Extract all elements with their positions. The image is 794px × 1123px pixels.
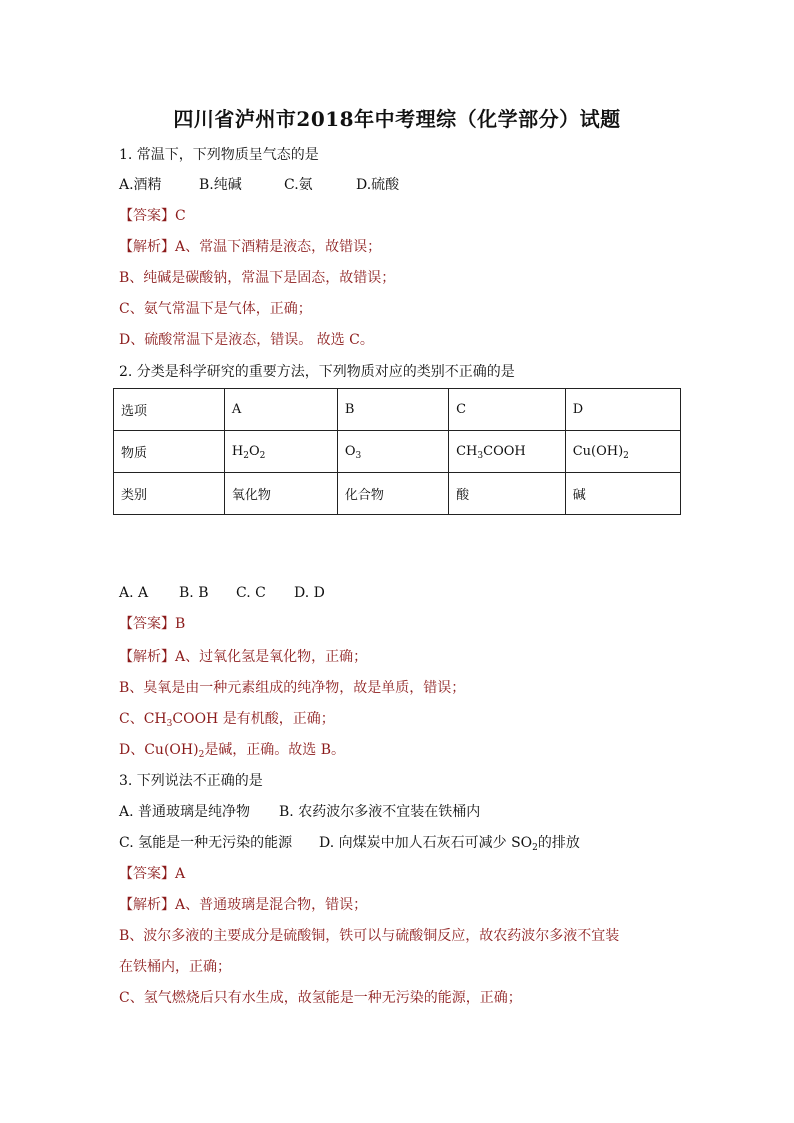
q2-analysis-line: D、$Cu(OH)_2$是碱，正确。故选 B。 [119,742,346,760]
q2-option-d: D. D [294,585,325,601]
q2-stem: 2. 分类是科学研究的重要方法，下列物质对应的类别不正确的是 [119,364,515,380]
q1-analysis-line: D、硫酸常温下是液态，错误。 故选 C。 [119,332,374,348]
formula-cuoh2: $Cu(OH)_2$ [565,431,680,473]
table-row [114,431,681,473]
page-title: 四川省泸州市2018年中考理综（化学部分）试题 [173,107,621,131]
formula-h2o2: $H_2O_2$ [224,431,337,473]
q1-option-a: A.酒精 [119,177,162,193]
q3-analysis-line: 在铁桶内，正确； [119,959,231,975]
formula-ch3cooh: $CH_3COOH$ [449,431,566,473]
q1-option-b: B.纯碱 [199,177,242,193]
q3-analysis-line: B、波尔多液的主要成分是硫酸铜，铁可以与硫酸铜反应，故农药波尔多液不宜装 [119,928,620,944]
q1-option-c: C.氨 [284,177,313,193]
q1-analysis-line: B、纯碱是碳酸钠，常温下是固态，故错误； [119,270,396,286]
q1-analysis-line: C、氨气常温下是气体，正确； [119,301,312,317]
q2-analysis-line: C、$CH_3COOH$ 是有机酸，正确； [119,711,335,729]
table-row [114,473,681,515]
table-cell: 类别 [114,473,225,515]
formula-o3: $O_3$ [337,431,448,473]
q3-options-ab [119,802,480,822]
q3-options-cd [119,833,580,853]
table-cell: A [224,389,337,431]
table-cell: C [449,389,566,431]
q1-options [119,175,399,195]
q3-option-d: D. 向煤炭中加人石灰石可减少 $SO_2$的排放 [319,835,580,853]
q2-option-c: C. C [236,585,266,601]
table-cell: B [337,389,448,431]
table-cell: D [565,389,680,431]
table-cell: 碱 [565,473,680,515]
q2-option-a: A. A [119,585,149,601]
table-row [114,389,681,431]
q1-answer: 【答案】C [119,208,186,224]
table-cell: 物质 [114,431,225,473]
table-cell: 酸 [449,473,566,515]
q3-stem: 3. 下列说法不正确的是 [119,773,263,789]
q3-option-c: C. 氢能是一种无污染的能源 [119,835,293,851]
table-cell: 氧化物 [224,473,337,515]
q3-analysis-line: C、氢气燃烧后只有水生成，故氢能是一种无污染的能源，正确； [119,990,522,1006]
q1-stem: 1. 常温下，下列物质呈气态的是 [119,147,319,163]
q2-answer: 【答案】B [119,616,186,632]
q1-option-d: D.硫酸 [356,177,400,193]
table-cell: 选项 [114,389,225,431]
q1-analysis-line: 【解析】A、常温下酒精是液态，故错误； [119,239,382,255]
table-cell: 化合物 [337,473,448,515]
q2-analysis-line: 【解析】A、过氧化氢是氧化物，正确； [119,649,368,665]
q3-answer: 【答案】A [119,866,186,882]
q3-option-a: A. 普通玻璃是纯净物 [119,804,251,820]
q2-analysis-line: B、臭氧是由一种元素组成的纯净物，故是单质，错误； [119,680,466,696]
q3-option-b: B. 农药波尔多液不宜装在铁桶内 [279,804,481,820]
q2-option-b: B. B [179,585,209,601]
classification-table [113,388,681,515]
q3-analysis-line: 【解析】A、普通玻璃是混合物，错误； [119,897,368,913]
q2-options [119,583,325,603]
